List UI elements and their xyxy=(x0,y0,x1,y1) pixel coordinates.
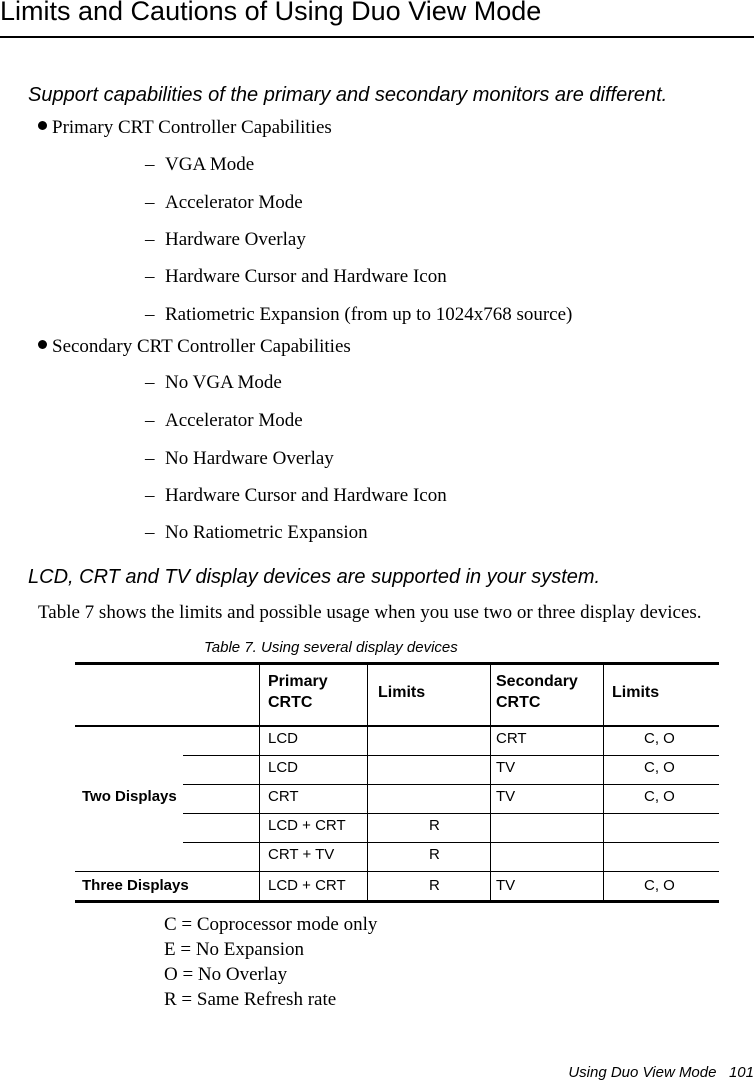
dash-icon: – xyxy=(145,372,155,393)
dash-icon: – xyxy=(145,485,155,506)
cell-limits2: C, O xyxy=(644,788,675,805)
list-item-text: No Hardware Overlay xyxy=(165,448,334,469)
cell-limits2: C, O xyxy=(644,730,675,747)
cell-limits2: C, O xyxy=(644,877,675,894)
row-rule xyxy=(183,813,719,814)
header-text: CRTC xyxy=(268,694,313,711)
cell-limits1: R xyxy=(429,877,440,894)
table-top-rule xyxy=(75,662,719,665)
table-bottom-rule xyxy=(75,900,719,903)
bullet-dot-icon xyxy=(38,340,47,349)
list-item-text: Accelerator Mode xyxy=(165,192,303,213)
group-label-two-displays: Two Displays xyxy=(82,788,177,805)
bullet-primary-crtc xyxy=(38,117,332,139)
list-item xyxy=(145,448,334,470)
dash-icon: – xyxy=(145,192,155,213)
list-item xyxy=(145,266,447,288)
page-title: Limits and Cautions of Using Duo View Mode xyxy=(0,0,542,26)
bullet-dot-icon xyxy=(38,121,47,130)
table-header-rule xyxy=(75,725,719,727)
column-rule xyxy=(367,662,368,902)
dash-icon: – xyxy=(145,522,155,543)
legend-item: R = Same Refresh rate xyxy=(164,989,337,1010)
list-item-text: Ratiometric Expansion (from up to 1024x768 source) xyxy=(165,304,573,325)
cell-primary: LCD xyxy=(268,759,299,776)
list-item-text: Hardware Overlay xyxy=(165,229,306,250)
cell-primary: LCD xyxy=(268,730,299,747)
list-item-text: Hardware Cursor and Hardware Icon xyxy=(165,485,447,506)
legend-item: O = No Overlay xyxy=(164,964,288,985)
page-footer: Using Duo View Mode 101 xyxy=(568,1064,754,1081)
list-item-text: Hardware Cursor and Hardware Icon xyxy=(165,266,447,287)
row-rule xyxy=(183,784,719,785)
cell-primary: LCD + CRT xyxy=(268,877,346,894)
dash-icon: – xyxy=(145,229,155,250)
intro-paragraph: Table 7 shows the limits and possible usage when you use two or three display devices. xyxy=(38,602,702,623)
display-devices-table xyxy=(75,662,719,904)
bullet-secondary-crtc xyxy=(38,336,351,358)
list-item-text: No Ratiometric Expansion xyxy=(165,522,368,543)
cell-secondary: TV xyxy=(496,877,516,894)
list-item xyxy=(145,304,572,326)
dash-icon: – xyxy=(145,266,155,287)
legend-item: E = No Expansion xyxy=(164,939,305,960)
dash-icon: – xyxy=(145,448,155,469)
list-item xyxy=(145,154,254,176)
group-label-three-displays: Three Displays xyxy=(82,877,189,894)
cell-secondary: CRT xyxy=(496,730,527,747)
row-rule xyxy=(183,842,719,843)
dash-icon: – xyxy=(145,410,155,431)
bullet-label: Secondary CRT Controller Capabilities xyxy=(52,336,351,357)
list-item xyxy=(145,522,368,544)
section-heading-devices: LCD, CRT and TV display devices are supported in your system. xyxy=(28,566,601,588)
header-text: Primary xyxy=(268,673,328,690)
cell-primary: LCD + CRT xyxy=(268,817,346,834)
group-rule xyxy=(75,871,719,872)
cell-primary: CRT + TV xyxy=(268,846,335,863)
header-text: Secondary xyxy=(496,673,578,690)
header-text: CRTC xyxy=(496,694,541,711)
column-rule xyxy=(490,662,491,902)
column-rule xyxy=(259,662,260,902)
list-item-text: Accelerator Mode xyxy=(165,410,303,431)
cell-limits1: R xyxy=(429,817,440,834)
cell-primary: CRT xyxy=(268,788,299,805)
list-item xyxy=(145,372,282,394)
dash-icon: – xyxy=(145,304,155,325)
table-caption: Table 7. Using several display devices xyxy=(204,639,458,656)
legend-item: C = Coprocessor mode only xyxy=(164,914,378,935)
bullet-label: Primary CRT Controller Capabilities xyxy=(52,117,332,138)
header-secondary-crtc xyxy=(496,671,578,713)
list-item xyxy=(145,192,303,214)
list-item-text: No VGA Mode xyxy=(165,372,282,393)
column-rule xyxy=(603,662,604,902)
title-rule xyxy=(0,36,754,38)
dash-icon: – xyxy=(145,154,155,175)
cell-secondary: TV xyxy=(496,759,516,776)
list-item xyxy=(145,410,303,432)
row-rule xyxy=(183,755,719,756)
list-item xyxy=(145,485,447,507)
header-limits-primary: Limits xyxy=(378,684,426,701)
header-primary-crtc xyxy=(268,671,328,713)
cell-limits2: C, O xyxy=(644,759,675,776)
cell-secondary: TV xyxy=(496,788,516,805)
cell-limits1: R xyxy=(429,846,440,863)
list-item-text: VGA Mode xyxy=(165,154,255,175)
list-item xyxy=(145,229,306,251)
section-heading-capabilities: Support capabilities of the primary and secondary monitors are different. xyxy=(28,84,668,106)
header-limits-secondary: Limits xyxy=(612,684,660,701)
